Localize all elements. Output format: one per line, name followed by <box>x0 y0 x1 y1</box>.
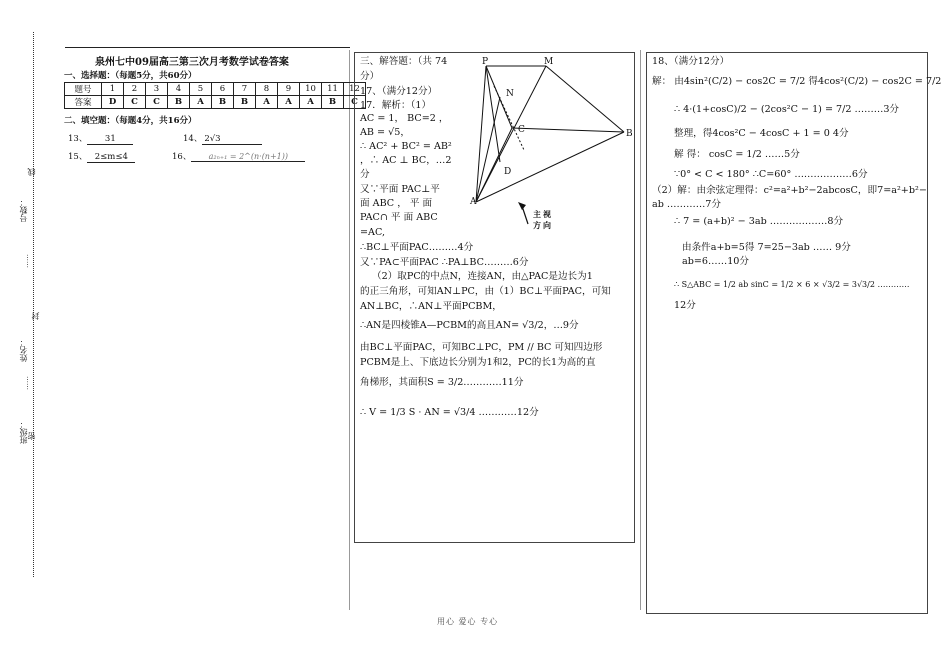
answer-cell: A <box>256 96 278 109</box>
column-separator-2 <box>640 50 641 610</box>
answer-cell: C <box>124 96 146 109</box>
section-fill-heading: 二、填空题：（每题4分，共16分） <box>64 116 197 126</box>
edge-AC <box>476 128 512 202</box>
s17-line-14: 又∵PA⊂平面PAC ∴PA⊥BC………6分 <box>360 257 529 268</box>
fill-q13-value: 31 <box>87 134 133 145</box>
question-number: 11 <box>322 83 344 96</box>
vertex-label-N: N <box>506 89 514 99</box>
margin-seal-char: 封 <box>31 312 40 320</box>
question-number: 12 <box>344 83 366 96</box>
s17-line-11: PAC∩ 平 面 ABC <box>360 212 438 223</box>
s17-line-1: 分） <box>360 71 380 82</box>
question-number: 7 <box>234 83 256 96</box>
margin-line-char: 线 <box>27 168 36 176</box>
answer-cell: B <box>212 96 234 109</box>
page-title: 泉州七中09届高三第三次月考数学试卷答案 <box>95 57 289 68</box>
answer-cell: B <box>168 96 190 109</box>
s17-line-6: ∴ AC² + BC² = AB² <box>360 141 452 152</box>
s18-line-8: ∴ 7 = (a+b)² − 3ab ………………8分 <box>674 216 844 227</box>
s17-line-22: ∴ V = 1/3 S · AN = √3/4 …………12分 <box>360 407 539 418</box>
s17-line-18: ∴AN是四棱锥A—PCBM的高且AN= √3/2，…9分 <box>360 320 579 331</box>
answer-cell: A <box>190 96 212 109</box>
fill-q14-label: 14、 <box>183 134 203 144</box>
s18-line-7: ab …………7分 <box>652 199 721 210</box>
s18-line-0: 18、（满分12分） <box>652 56 730 67</box>
s17-line-21: 角梯形，其面积S = 3/2…………11分 <box>360 377 524 388</box>
fill-q14-value: 2√3 <box>202 134 262 145</box>
answer-table-number-row <box>65 83 366 96</box>
s17-line-9: 又∵平面 PAC⊥平 <box>360 184 440 195</box>
s17-line-7: ，∴ AC ⊥ BC，…2 <box>360 155 452 166</box>
question-number: 10 <box>300 83 322 96</box>
question-number: 3 <box>146 83 168 96</box>
s18-line-11: ∴ S△ABC = 1/2 ab sinC = 1/2 × 6 × √3/2 = 3√3/2 ………… <box>674 280 910 289</box>
vertex-label-P: P <box>482 57 489 67</box>
question-number: 6 <box>212 83 234 96</box>
s18-line-9: 由条件a+b=5得 7=25−3ab …… 9分 <box>682 242 851 253</box>
s18-line-4: 解 得： cosC = 1/2 ……5分 <box>674 149 800 160</box>
section-choice-heading: 一、选择题：（每题5分，共60分） <box>64 71 197 81</box>
s17-line-10: 面 ABC ， 平 面 <box>360 198 433 209</box>
vertex-label-M: M <box>544 57 554 67</box>
answer-cell: C <box>146 96 168 109</box>
answer-cell: A <box>300 96 322 109</box>
vertex-label-C: C <box>518 125 525 135</box>
s18-line-5: ∵0° < C < 180° ∴C=60° ………………6分 <box>674 169 868 180</box>
question-number: 8 <box>256 83 278 96</box>
s18-line-3: 整理，得4cos²C − 4cosC + 1 = 0 4分 <box>674 128 849 139</box>
margin-dense-char: 密 <box>27 432 36 440</box>
answer-cell: B <box>234 96 256 109</box>
exam-number-label: 号数： <box>19 198 28 222</box>
answer-table-answer-row <box>65 96 366 109</box>
margin-dash-2: …… <box>22 376 30 390</box>
s17-line-12: =AC, <box>360 227 386 238</box>
answer-cell: A <box>278 96 300 109</box>
s17-line-0: 三、解答题：（共 74 <box>360 56 448 67</box>
s17-line-8: 分 <box>360 169 370 180</box>
fill-q16 <box>172 150 305 162</box>
answer-cell: B <box>322 96 344 109</box>
question-number: 4 <box>168 83 190 96</box>
answer-cell: C <box>344 96 366 109</box>
s17-line-20: PCBM是上、下底边长分别为1和2，PC的长1为高的直 <box>360 357 596 368</box>
table-header-cell: 答案 <box>65 96 102 109</box>
edge-AM <box>476 66 546 202</box>
s17-line-4: AC = 1， BC=2 ， <box>360 113 449 124</box>
s18-line-10: ab=6……10分 <box>682 256 749 267</box>
answer-cell: D <box>102 96 124 109</box>
class-label: 班级： <box>19 420 28 444</box>
binding-dotted-line <box>33 32 34 577</box>
fill-q13 <box>68 132 133 145</box>
edge-MB <box>546 66 624 132</box>
s18-line-2: ∴ 4·(1+cosC)/2 − (2cos²C − 1) = 7/2 ………3分 <box>674 104 900 115</box>
s18-line-6: （2）解：由余弦定理得：c²=a²+b²−2abcosC，即7=a²+b²− <box>652 185 927 196</box>
fill-q16-label: 16、 <box>172 152 192 162</box>
fill-q16-value: a₂ₙ₊₁ = 2^(n·(n+1)) <box>191 152 305 162</box>
vertex-label-B: B <box>626 129 633 139</box>
s17-line-19: 由BC⊥平面PAC，可知BC⊥PC，PM // BC 可知四边形 <box>360 342 603 353</box>
fill-q15-label: 15、 <box>68 152 88 162</box>
fill-q14 <box>183 132 262 145</box>
s17-line-13: ∴BC⊥平面PAC………4分 <box>360 242 474 253</box>
vertex-label-D: D <box>504 167 512 177</box>
vertex-label-A: A <box>470 197 477 207</box>
column-separator-1 <box>349 50 350 610</box>
s18-line-12: 12分 <box>674 300 696 311</box>
s17-line-3: 17．解析：（1） <box>360 100 432 111</box>
s17-line-17: AN⊥BC，∴AN⊥平面PCBM， <box>360 301 502 312</box>
edge-CB <box>512 128 624 132</box>
answer-table <box>64 82 366 109</box>
view-direction-label: 主视方向 <box>533 209 553 230</box>
fill-q13-label: 13、 <box>68 134 88 144</box>
s17-line-5: AB = √5， <box>360 127 410 138</box>
edge-AB <box>476 132 624 202</box>
table-header-cell: 题号 <box>65 83 102 96</box>
s17-line-2: 17、（满分12分） <box>360 86 438 97</box>
s17-line-15: （2）取PC的中点N，连接AN，由△PAC是边长为1 <box>372 271 593 282</box>
margin-dash-1: …… <box>22 254 30 268</box>
name-label: 姓名： <box>19 338 28 362</box>
view-arrow-head <box>518 202 526 210</box>
question-number: 2 <box>124 83 146 96</box>
fill-q15 <box>68 150 135 163</box>
fill-q15-value: 2≤m≤4 <box>87 152 135 163</box>
question-number: 5 <box>190 83 212 96</box>
s17-line-16: 的正三角形，可知AN⊥PC，由（1）BC⊥平面PAC，可知 <box>360 286 611 297</box>
page-footer: 用心 爱心 专心 <box>437 617 499 626</box>
question-number: 1 <box>102 83 124 96</box>
question-number: 9 <box>278 83 300 96</box>
s18-line-1: 解： 由4sin²(C/2) − cos2C = 7/2 得4cos²(C/2) − cos2C = 7/2 <box>652 76 942 87</box>
header-rule <box>65 47 350 48</box>
